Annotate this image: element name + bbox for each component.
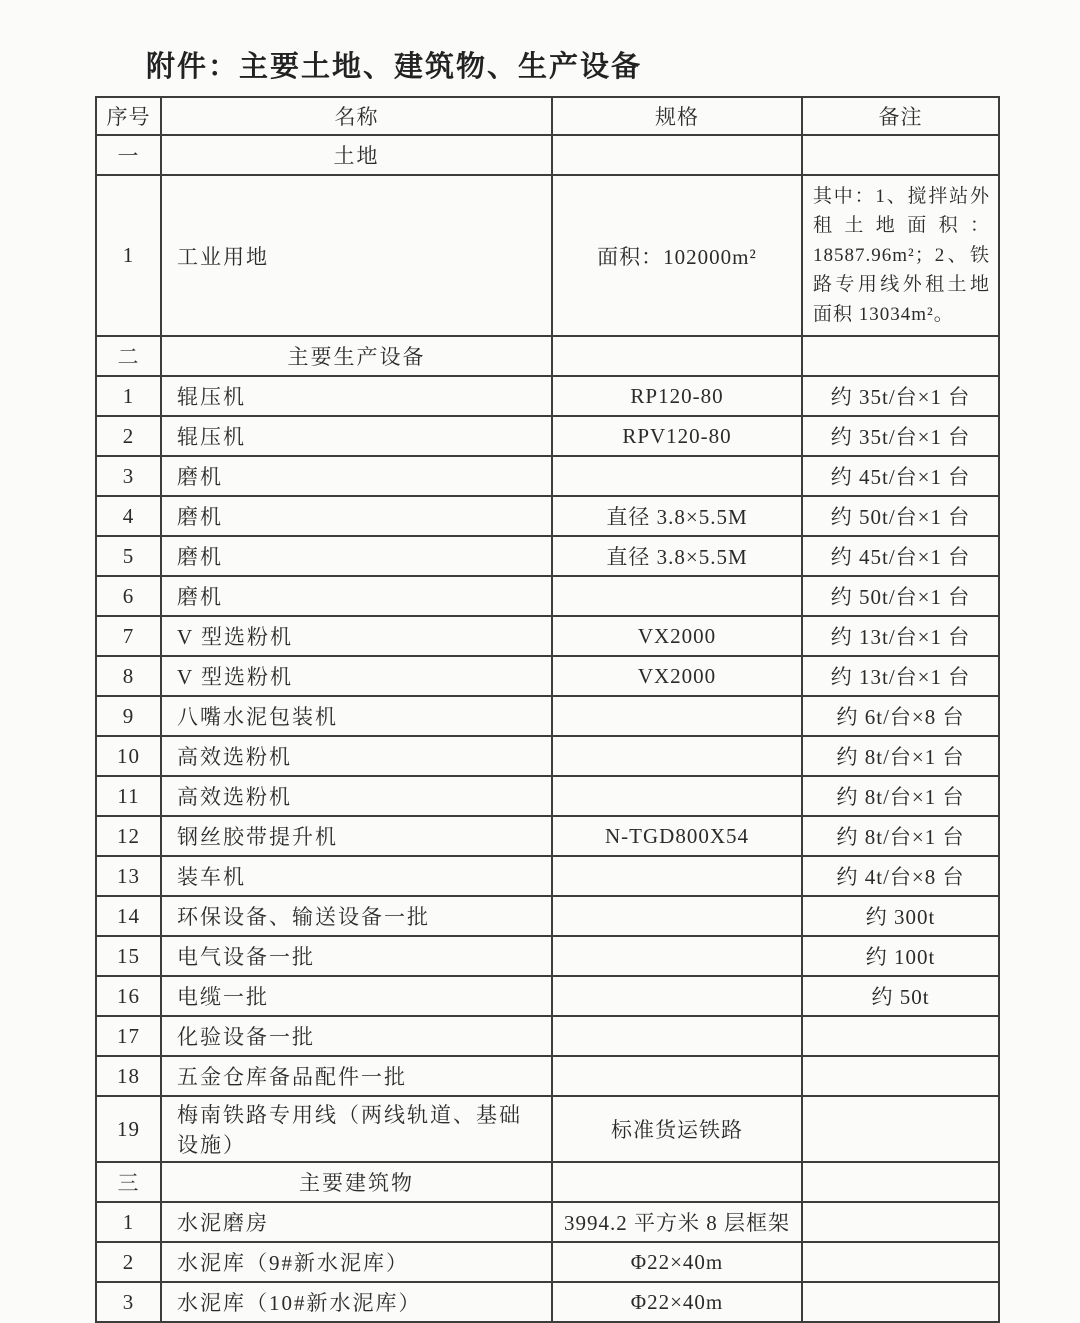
row-spec (552, 776, 802, 816)
table-row (96, 696, 999, 736)
table-body (96, 135, 999, 1322)
table-row (96, 1242, 999, 1282)
row-note (802, 1016, 999, 1056)
table-row (96, 456, 999, 496)
row-note: 约 100t (802, 936, 999, 976)
row-note (802, 1242, 999, 1282)
row-note: 约 50t (802, 976, 999, 1016)
header-row (96, 97, 999, 135)
row-note: 约 6t/台×8 台 (802, 696, 999, 736)
table-row (96, 816, 999, 856)
row-spec (552, 896, 802, 936)
row-note (802, 1202, 999, 1242)
row-note (802, 336, 999, 376)
row-name: 辊压机 (161, 416, 552, 456)
row-spec (552, 1162, 802, 1202)
row-spec: RPV120-80 (552, 416, 802, 456)
row-name: V 型选粉机 (161, 656, 552, 696)
header-name: 名称 (161, 97, 552, 135)
row-number: 14 (96, 896, 161, 936)
row-spec (552, 736, 802, 776)
table-row (96, 656, 999, 696)
row-name: 高效选粉机 (161, 776, 552, 816)
row-note: 约 300t (802, 896, 999, 936)
row-spec (552, 696, 802, 736)
table-row (96, 1056, 999, 1096)
table-row (96, 1016, 999, 1056)
row-number: 10 (96, 736, 161, 776)
table-row (96, 376, 999, 416)
row-name: 水泥磨房 (161, 1202, 552, 1242)
table-row (96, 576, 999, 616)
row-name: 钢丝胶带提升机 (161, 816, 552, 856)
row-number: 9 (96, 696, 161, 736)
row-name: 梅南铁路专用线（两线轨道、基础设施） (161, 1096, 552, 1162)
row-number: 1 (96, 1202, 161, 1242)
row-number: 8 (96, 656, 161, 696)
row-spec (552, 576, 802, 616)
row-spec (552, 856, 802, 896)
row-number: 1 (96, 376, 161, 416)
row-number: 6 (96, 576, 161, 616)
row-number: 18 (96, 1056, 161, 1096)
table-row (96, 976, 999, 1016)
row-number: 13 (96, 856, 161, 896)
row-name: V 型选粉机 (161, 616, 552, 656)
row-number: 16 (96, 976, 161, 1016)
header-no: 序号 (96, 97, 161, 135)
row-name: 高效选粉机 (161, 736, 552, 776)
section-row (96, 1162, 999, 1202)
row-spec (552, 456, 802, 496)
row-spec: 标准货运铁路 (552, 1096, 802, 1162)
row-name: 化验设备一批 (161, 1016, 552, 1056)
table-row (96, 736, 999, 776)
row-spec (552, 976, 802, 1016)
row-name: 磨机 (161, 496, 552, 536)
row-number: 11 (96, 776, 161, 816)
row-note: 其中：1、搅拌站外租土地面积：18587.96m²；2、铁路专用线外租土地面积 13034m²。 (802, 175, 999, 336)
table-row (96, 776, 999, 816)
row-number: 4 (96, 496, 161, 536)
row-note: 约 13t/台×1 台 (802, 656, 999, 696)
row-name: 磨机 (161, 576, 552, 616)
row-number: 3 (96, 456, 161, 496)
row-name: 辊压机 (161, 376, 552, 416)
row-note: 约 8t/台×1 台 (802, 816, 999, 856)
table-row (96, 536, 999, 576)
table-row (96, 416, 999, 456)
table-row (96, 1282, 999, 1322)
row-number: 2 (96, 1242, 161, 1282)
row-number: 三 (96, 1162, 161, 1202)
row-number: 19 (96, 1096, 161, 1162)
row-number: 15 (96, 936, 161, 976)
row-name: 磨机 (161, 456, 552, 496)
row-name: 电气设备一批 (161, 936, 552, 976)
row-name: 水泥库（9#新水泥库） (161, 1242, 552, 1282)
table-row (96, 175, 999, 336)
row-note: 约 45t/台×1 台 (802, 456, 999, 496)
row-name: 主要建筑物 (161, 1162, 552, 1202)
row-number: 一 (96, 135, 161, 175)
row-note: 约 35t/台×1 台 (802, 416, 999, 456)
table-row (96, 1096, 999, 1162)
row-spec: VX2000 (552, 616, 802, 656)
row-note: 约 13t/台×1 台 (802, 616, 999, 656)
row-spec: Φ22×40m (552, 1242, 802, 1282)
row-note: 约 45t/台×1 台 (802, 536, 999, 576)
header-note: 备注 (802, 97, 999, 135)
row-spec: RP120-80 (552, 376, 802, 416)
row-spec (552, 336, 802, 376)
row-spec: 3994.2 平方米 8 层框架 (552, 1202, 802, 1242)
table-row (96, 896, 999, 936)
row-name: 主要生产设备 (161, 336, 552, 376)
row-spec (552, 936, 802, 976)
row-number: 2 (96, 416, 161, 456)
assets-table (95, 96, 1000, 1323)
row-number: 7 (96, 616, 161, 656)
row-name: 八嘴水泥包装机 (161, 696, 552, 736)
row-note: 约 8t/台×1 台 (802, 776, 999, 816)
row-spec: 面积：102000m² (552, 175, 802, 336)
table-row (96, 496, 999, 536)
row-number: 17 (96, 1016, 161, 1056)
row-name: 五金仓库备品配件一批 (161, 1056, 552, 1096)
row-number: 1 (96, 175, 161, 336)
header-spec: 规格 (552, 97, 802, 135)
row-note (802, 135, 999, 175)
row-name: 装车机 (161, 856, 552, 896)
row-number: 3 (96, 1282, 161, 1322)
row-note: 约 4t/台×8 台 (802, 856, 999, 896)
row-note (802, 1162, 999, 1202)
row-number: 5 (96, 536, 161, 576)
section-row (96, 135, 999, 175)
row-note: 约 35t/台×1 台 (802, 376, 999, 416)
row-name: 土地 (161, 135, 552, 175)
row-note: 约 50t/台×1 台 (802, 496, 999, 536)
row-note (802, 1056, 999, 1096)
table-row (96, 936, 999, 976)
row-note: 约 8t/台×1 台 (802, 736, 999, 776)
table-row (96, 1202, 999, 1242)
row-name: 水泥库（10#新水泥库） (161, 1282, 552, 1322)
row-spec: 直径 3.8×5.5M (552, 496, 802, 536)
row-spec: 直径 3.8×5.5M (552, 536, 802, 576)
row-spec: N-TGD800X54 (552, 816, 802, 856)
row-spec (552, 1016, 802, 1056)
table-row (96, 856, 999, 896)
row-spec: Φ22×40m (552, 1282, 802, 1322)
row-name: 电缆一批 (161, 976, 552, 1016)
row-note (802, 1096, 999, 1162)
page-title: 附件：主要土地、建筑物、生产设备 (146, 51, 643, 83)
row-number: 12 (96, 816, 161, 856)
row-spec: VX2000 (552, 656, 802, 696)
table-row (96, 616, 999, 656)
row-name: 磨机 (161, 536, 552, 576)
row-spec (552, 1056, 802, 1096)
row-name: 环保设备、输送设备一批 (161, 896, 552, 936)
row-spec (552, 135, 802, 175)
row-note: 约 50t/台×1 台 (802, 576, 999, 616)
row-number: 二 (96, 336, 161, 376)
row-name: 工业用地 (161, 175, 552, 336)
row-note (802, 1282, 999, 1322)
section-row (96, 336, 999, 376)
